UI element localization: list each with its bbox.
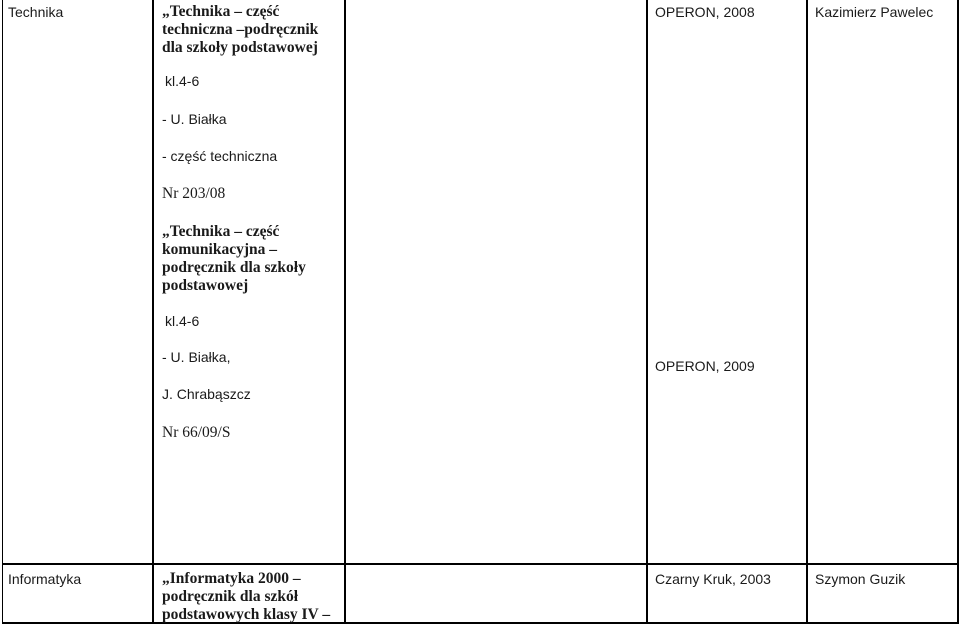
publisher-cell: Czarny Kruk, 2003 (655, 571, 771, 587)
book-title-line: „Technika – część (162, 3, 280, 20)
book-title-line: komunikacyjna – (162, 241, 277, 258)
table-border-right (957, 0, 959, 624)
teacher-cell: Szymon Guzik (815, 571, 906, 587)
author-text: - U. Białka (162, 111, 227, 127)
book-title-line: techniczna –podręcznik (162, 21, 319, 38)
book-title-line: podstawowej (162, 277, 249, 294)
column-divider-1 (152, 0, 154, 624)
subject-cell: Technika (8, 4, 64, 20)
column-divider-4 (806, 0, 808, 624)
row-divider (2, 563, 959, 565)
grade-text: kl.4-6 (165, 313, 200, 329)
approval-number: Nr 66/09/S (162, 424, 231, 441)
book-title-line: dla szkoły podstawowej (162, 39, 318, 56)
grade-text: kl.4-6 (165, 73, 200, 89)
publisher-cell: OPERON, 2009 (655, 358, 755, 374)
book-title-line: podstawowych klasy IV – (162, 606, 331, 623)
book-title-line: „Informatyka 2000 – (162, 570, 301, 587)
column-divider-2 (344, 0, 346, 624)
part-text: - część techniczna (162, 148, 278, 164)
book-title (162, 3, 318, 57)
author-text: - U. Białka, (162, 349, 231, 365)
teacher-cell: Kazimierz Pawelec (815, 4, 934, 20)
column-divider-3 (646, 0, 648, 624)
book-title (162, 570, 330, 624)
book-title-line: podręcznik dla szkoły (162, 259, 306, 276)
book-title (162, 223, 306, 295)
book-title-line: „Technika – część (162, 223, 280, 240)
approval-number: Nr 203/08 (162, 185, 226, 202)
author-text: J. Chrabąszcz (162, 386, 251, 402)
book-title-line: podręcznik dla szkół (162, 588, 299, 605)
subject-cell: Informatyka (8, 571, 82, 587)
publisher-cell: OPERON, 2008 (655, 4, 755, 20)
table-border-left (2, 0, 3, 624)
